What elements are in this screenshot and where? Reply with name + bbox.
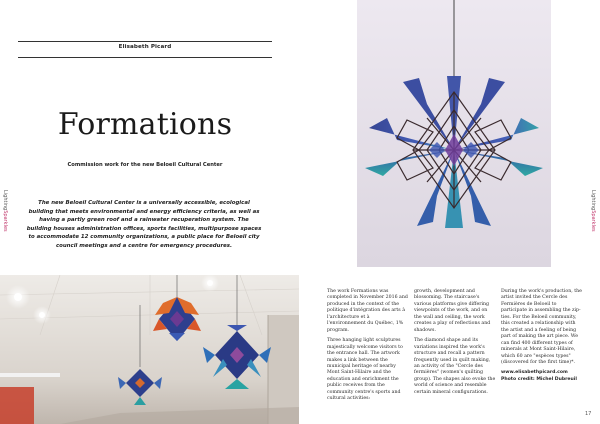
paragraph: The diamond shape and its variations inspired the work's structure and recall a pattern frequently used in quilt making, an activity of the "Cercle des fermières" (women's quilting group). The shapes also evoke the world of science and resemble certain mineral configurations.: [414, 338, 496, 395]
paragraph: The work Formations was completed in November 2016 and produced in the context of the politique d'intégration des arts à l'architecture et à l'environnement du Québec, 1% program.: [327, 289, 408, 333]
paragraph: growth, development and blossoming. The staircase's various platforms give differing viewpoints of the work, and on the wall and ceiling, the work creates a play of reflections and shadows.: [414, 289, 491, 333]
article-intro: The new Beloeil Cultural Center is a universally accessible, ecological building that meets environmental and energy efficiency criteria, as well as having a partly green roof and a rainwater recuperation system. The building houses administration offices, sports facilities, multipurpose spaces to accommodate 12 community organizations, a public place for Beloeil city council meetings and a centre for emergency procedures.: [26, 200, 262, 249]
text-column-3: [501, 289, 583, 383]
section-label-left: [2, 190, 8, 232]
paragraph: During the work's production, the artist invited the Cercle des Fermières de Beloeil to participate in assembling the zip-ties. For the Beloeil community, this created a relationship with the artist and a feeling of being part of making the art piece. We can find 400 different types of minerals at Mont Saint-Hilaire, which 60 are "espèces types" (discovered for the first time)*.: [501, 289, 582, 365]
page-number: 17: [585, 411, 592, 417]
paragraph: Three hanging light sculptures majestically welcome visitors to the entrance hall. The artwork makes a link between the municipal heritage of nearby Mont Saint-Hilaire and the education and enrichment the public receives from the community centre's sports and cultural activities:: [327, 338, 403, 402]
section-label-part1: Lighting: [590, 190, 596, 211]
author-rule-top: [18, 41, 272, 42]
website-link[interactable]: www.elisabethpicard.com: [501, 370, 568, 376]
section-label-part2: Sparkles: [590, 210, 596, 232]
text-column-1: [327, 289, 409, 407]
section-label-part2: Sparkles: [2, 210, 8, 232]
author-rule-bottom: [18, 57, 272, 58]
article-title: Formations: [57, 107, 233, 142]
photo-credit: Photo credit: Michel Dubreuil: [501, 376, 577, 382]
article-subtitle: Commission work for the new Beloeil Cultural Center: [67, 162, 223, 168]
text-column-2: [414, 289, 496, 400]
author-name: Elisabeth Picard: [118, 44, 172, 50]
section-label-part1: Lighting: [2, 190, 8, 211]
sculpture-closeup-photo: [357, 0, 551, 267]
entrance-hall-photo: [0, 275, 299, 424]
section-label-right: [590, 190, 596, 232]
